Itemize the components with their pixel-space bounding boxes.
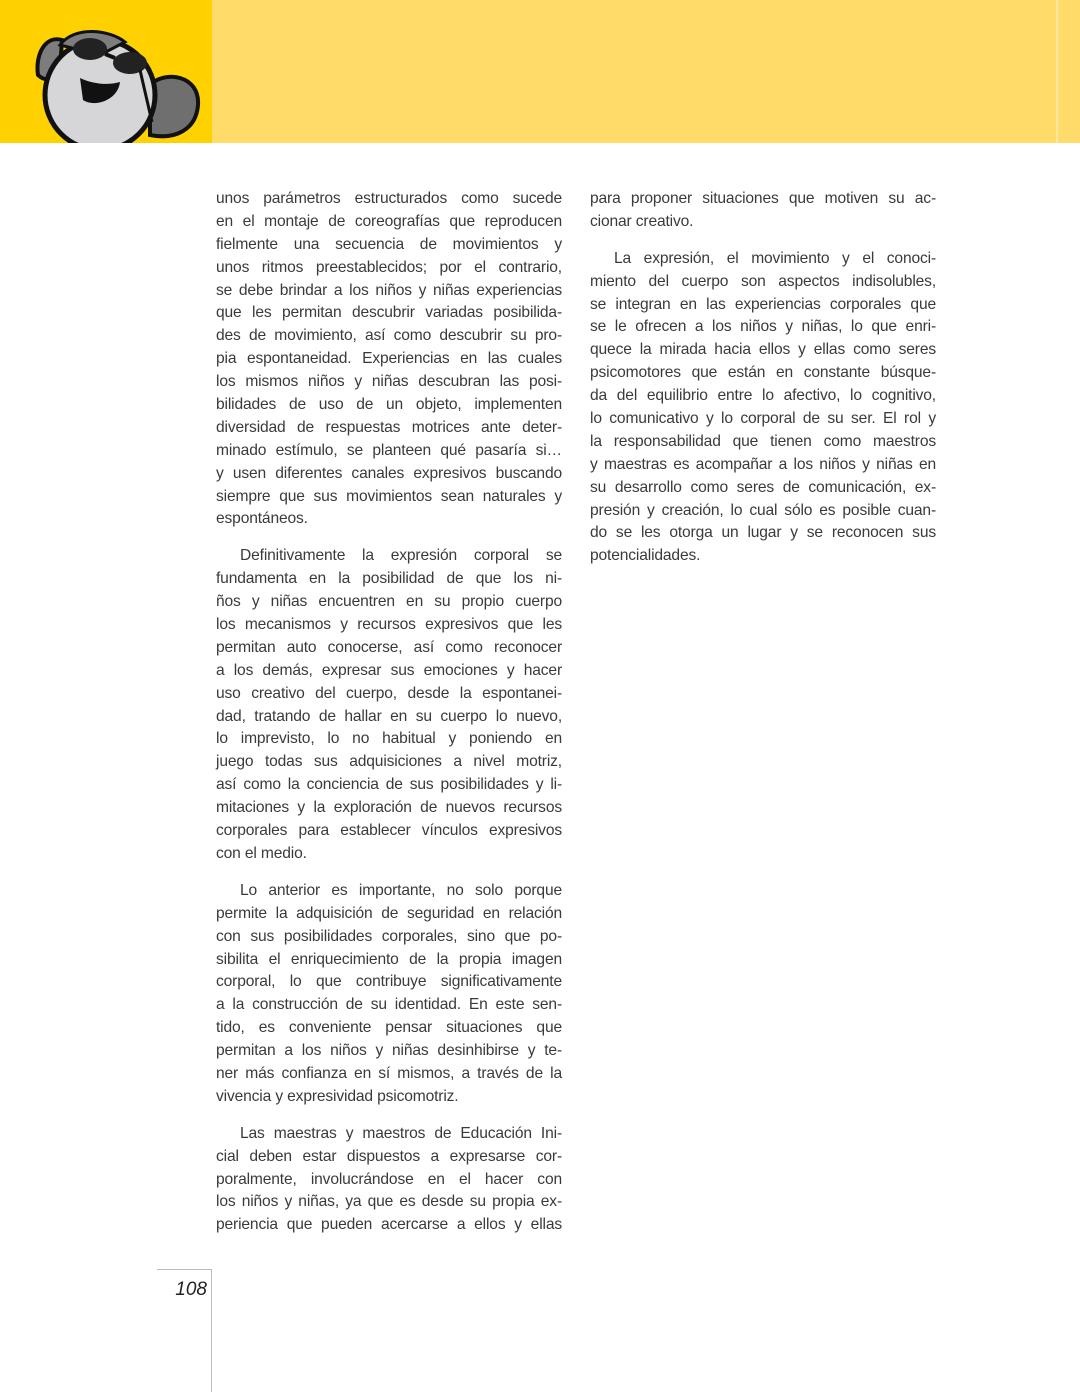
- text-line: periencia que pueden acercarse a ellos y ellas: [216, 1216, 562, 1234]
- text-line: juego todas sus adquisiciones a nivel motriz,: [216, 753, 562, 771]
- text-line: diversidad de respuestas motrices ante deter-: [216, 418, 562, 436]
- text-column-left: [216, 188, 562, 1251]
- text-line: ner más confianza en sí mismos, a través de la: [216, 1064, 562, 1082]
- page-number-rule-top: [157, 1269, 211, 1270]
- text-line: los mecanismos y recursos expresivos que les: [216, 616, 562, 634]
- text-line: fundamenta en la posibilidad de que los ni-: [216, 570, 562, 588]
- sunglasses-girl-mascot-icon: [0, 0, 212, 143]
- text-line: bilidades de uso de un objeto, implementen: [216, 396, 562, 414]
- text-line: uso creativo del cuerpo, desde la espontanei-: [216, 684, 562, 702]
- text-line: unos parámetros estructurados como sucede: [216, 190, 562, 207]
- text-line: lo comunicativo y lo corporal de su ser. El rol y: [590, 410, 936, 428]
- text-line: quece la mirada hacia ellos y ellas como seres: [590, 341, 936, 359]
- text-line: do se les otorga un lugar y se reconocen sus: [590, 524, 936, 542]
- text-line: cial deben estar dispuestos a expresarse cor-: [216, 1147, 562, 1165]
- page-number: 108: [175, 1279, 207, 1300]
- text-line: se le ofrecen a los niños y niñas, lo que enri-: [590, 318, 936, 336]
- text-line: tido, es conveniente pensar situaciones que: [216, 1019, 562, 1037]
- text-line: los niños y niñas, ya que es desde su propia ex-: [216, 1193, 562, 1211]
- text-line: siempre que sus movimientos sean naturales y: [216, 487, 562, 505]
- text-line: corporales para establecer vínculos expresivos: [216, 822, 562, 840]
- paragraph: [216, 545, 562, 865]
- text-line: corporal, lo que contribuye significativamente: [216, 973, 562, 991]
- paragraph: [216, 1123, 562, 1237]
- text-line: su desarrollo como seres de comunicación, ex-: [590, 478, 936, 496]
- text-line: así como la conciencia de sus posibilidades y li-: [216, 776, 562, 794]
- text-line: presión y creación, lo cual sólo es posible cuan-: [590, 501, 936, 519]
- text-line: des de movimiento, así como descubrir su pro-: [216, 327, 562, 345]
- text-line: se integran en las experiencias corporales que: [590, 295, 936, 313]
- text-line: miento del cuerpo son aspectos indisolubles,: [590, 272, 936, 290]
- text-line: potencialidades.: [590, 547, 701, 565]
- text-line: que les permitan descubrir variadas posibilida-: [216, 304, 562, 322]
- text-column-right: [590, 188, 936, 582]
- text-line: se debe brindar a los niños y niñas experiencias: [216, 281, 562, 299]
- text-line: permitan a los niños y niñas desinhibirse y te-: [216, 1042, 562, 1060]
- header-divider: [1056, 0, 1058, 143]
- text-line: vivencia y expresividad psicomotriz.: [216, 1087, 459, 1105]
- text-line: con sus posibilidades corporales, sino que po-: [216, 927, 562, 945]
- paragraph: [216, 880, 562, 1109]
- text-line: permite la adquisición de seguridad en relación: [216, 904, 562, 922]
- text-line: La expresión, el movimiento y el conoci-: [614, 249, 936, 267]
- text-line: cionar creativo.: [590, 212, 694, 230]
- text-line: a la construcción de su identidad. En este sen-: [216, 996, 562, 1014]
- text-line: para proponer situaciones que motiven su ac-: [590, 190, 936, 207]
- text-line: psicomotores que están en constante búsque-: [590, 364, 936, 382]
- text-line: la responsabilidad que tienen como maestros: [590, 432, 936, 450]
- text-line: Las maestras y maestros de Educación Ini-: [240, 1124, 562, 1142]
- header-band-left: [0, 0, 212, 143]
- text-line: lo imprevisto, lo no habitual y poniendo en: [216, 730, 562, 748]
- text-line: pia espontaneidad. Experiencias en las cuales: [216, 350, 562, 368]
- paragraph: [590, 188, 936, 234]
- text-line: los mismos niños y niñas descubran las posi-: [216, 373, 562, 391]
- text-line: en el montaje de coreografías que reproducen: [216, 212, 562, 230]
- text-line: dad, tratando de hallar en su cuerpo lo nuevo,: [216, 707, 562, 725]
- paragraph: [216, 188, 562, 531]
- text-line: da del equilibrio entre lo afectivo, lo cognitivo,: [590, 387, 936, 405]
- text-line: con el medio.: [216, 844, 307, 862]
- text-line: ños y niñas encuentren en su propio cuerpo: [216, 593, 562, 611]
- text-line: poralmente, involucrándose en el hacer con: [216, 1170, 562, 1188]
- text-line: permitan auto conocerse, así como reconocer: [216, 638, 562, 656]
- text-line: Lo anterior es importante, no solo porque: [240, 881, 562, 899]
- text-line: unos ritmos preestablecidos; por el contrario,: [216, 258, 562, 276]
- text-line: mitaciones y la exploración de nuevos recursos: [216, 799, 562, 817]
- page-number-rule-side: [211, 1269, 212, 1392]
- text-line: a los demás, expresar sus emociones y hacer: [216, 661, 562, 679]
- text-line: espontáneos.: [216, 510, 308, 528]
- text-line: y maestras es acompañar a los niños y niñas en: [590, 455, 936, 473]
- text-line: fielmente una secuencia de movimientos y: [216, 235, 562, 253]
- paragraph: [590, 248, 936, 568]
- text-line: Definitivamente la expresión corporal se: [240, 547, 562, 565]
- header-band-right: [212, 0, 1080, 143]
- text-line: y usen diferentes canales expresivos buscando: [216, 464, 562, 482]
- text-line: sibilita el enriquecimiento de la propia imagen: [216, 950, 562, 968]
- text-line: minado estímulo, se planteen qué pasaría si…: [216, 441, 562, 459]
